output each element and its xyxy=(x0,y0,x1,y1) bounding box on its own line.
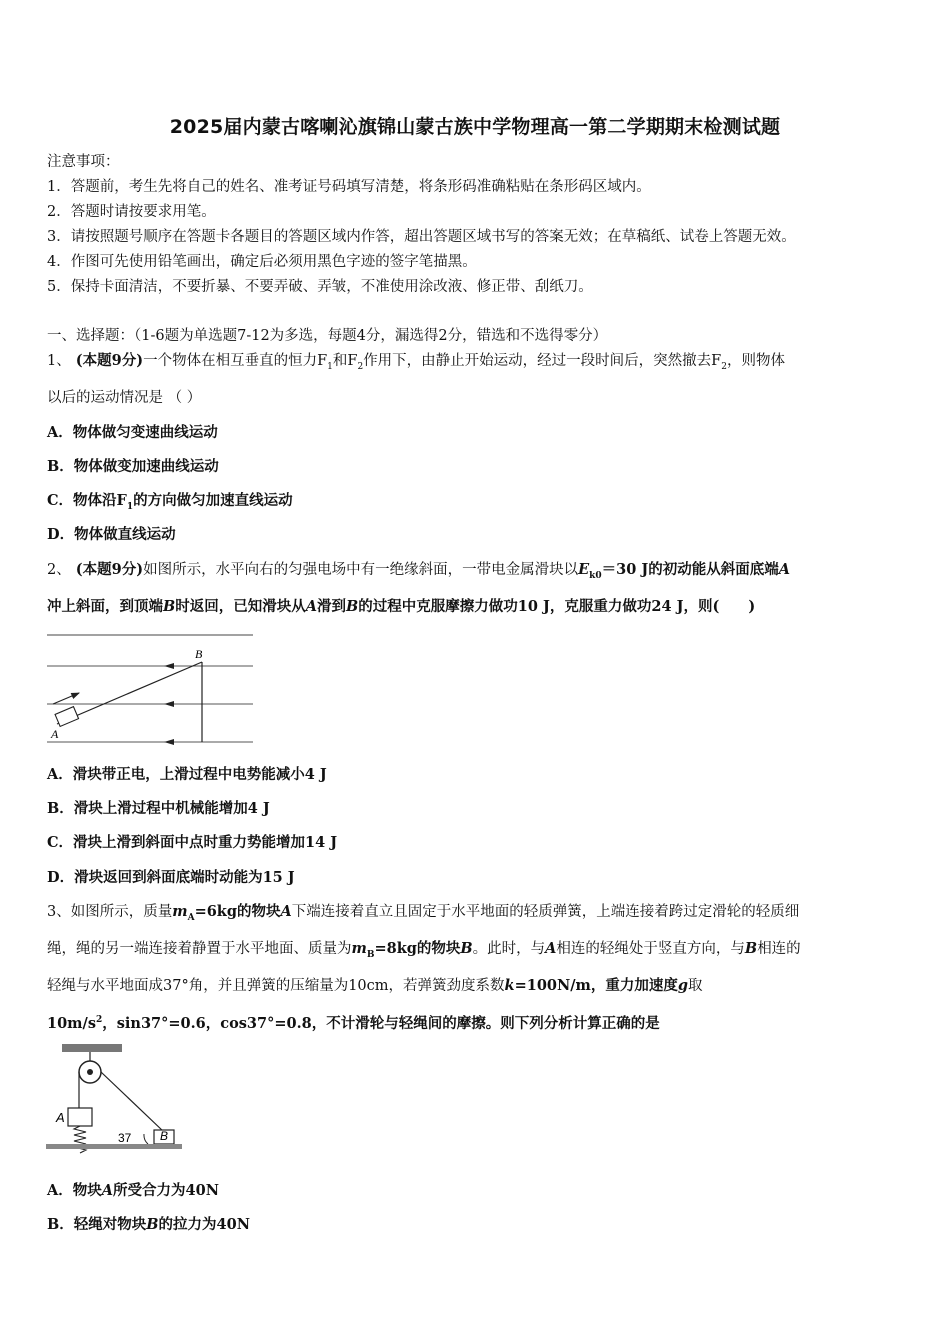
q1-option-b: B．物体做变加速曲线运动 xyxy=(47,458,219,475)
block-a-label: A xyxy=(56,1110,65,1125)
block-a xyxy=(68,1108,92,1126)
q1-option-d: D．物体做直线运动 xyxy=(47,526,176,543)
q1-option-a: A．物体做匀变速曲线运动 xyxy=(47,424,218,441)
question-2-stem: 2、 (本题9分)如图所示，水平向右的匀强电场中有一绝缘斜面，一带电金属滑块以$E_{k0}=30$ J的初动能从斜面底端A xyxy=(47,561,791,581)
slider-block xyxy=(55,707,78,727)
field-arrow-icon xyxy=(164,663,174,669)
q1-option-c: C．物体沿$F_1$的方向做匀加速直线运动 xyxy=(47,492,293,512)
rope-inclined xyxy=(101,1072,164,1132)
notice-item: 3．请按照题号顺序在答题卡各题目的答题区域内作答，超出答题区域书写的答案无效；在草稿纸、试卷上答题无效。 xyxy=(47,229,796,245)
angle-arc xyxy=(144,1134,148,1144)
notice-heading: 注意事项： xyxy=(47,154,120,170)
pulley-spring-figure xyxy=(44,1042,184,1168)
q2-option-a: A．滑块带正电，上滑过程中电势能减小4 J xyxy=(47,766,327,783)
question-3-stem: 3、如图所示，质量$m_A=6kg$的物块A下端连接着直立且固定于水平地面的轻质弹簧，上端连接着跨过定滑轮的轻质细 xyxy=(47,903,800,923)
block-b-label: B xyxy=(160,1129,169,1143)
q2-option-b: B．滑块上滑过程中机械能增加4 J xyxy=(47,800,270,817)
q2-option-c: C．滑块上滑到斜面中点时重力势能增加14 J xyxy=(47,834,338,851)
ground xyxy=(46,1144,182,1149)
field-arrow-icon xyxy=(164,701,174,707)
velocity-arrow-icon xyxy=(53,693,79,704)
pulley-axle xyxy=(87,1069,93,1075)
incline-electric-field-figure xyxy=(47,632,253,748)
q3-option-a: A．物块A所受合力为40N xyxy=(47,1182,219,1199)
question-1-stem-line2: 以后的运动情况是 （ ） xyxy=(47,390,202,406)
question-3-stem-line3: 轻绳与水平地面成37°角，并且弹簧的压缩量为10cm，若弹簧劲度系数k=100N/m，重力加速度g取 xyxy=(47,977,703,994)
page-title: 2025届内蒙古喀喇沁旗锦山蒙古族中学物理高一第二学期期末检测试题 xyxy=(169,116,781,138)
question-1-stem: 1、 (本题9分)一个物体在相互垂直的恒力$F_1$和$F_2$作用下，由静止开始运动，经过一段时间后，突然撤去$F_2$，则物体 xyxy=(47,352,785,372)
notice-item: 1．答题前，考生先将自己的姓名、准考证号码填写清楚，将条形码准确粘贴在条形码区域内。 xyxy=(47,179,651,195)
q2-option-d: D．滑块返回到斜面底端时动能为15 J xyxy=(47,869,295,886)
question-3-stem-line2: 绳，绳的另一端连接着静置于水平地面、质量为$m_B=8kg$的物块B。此时，与A相连的轻绳处于竖直方向，与B相连的 xyxy=(47,940,801,960)
angle-label: 37 xyxy=(118,1131,132,1145)
field-arrow-icon xyxy=(164,739,174,745)
question-2-stem-line2: 冲上斜面，到顶端B时返回，已知滑块从A滑到B的过程中克服摩擦力做功10 J，克服重力做功24 J，则( ) xyxy=(47,598,756,615)
notice-item: 2．答题时请按要求用笔。 xyxy=(47,204,216,220)
ceiling xyxy=(62,1044,122,1052)
notice-item: 4．作图可先使用铅笔画出，确定后必须用黑色字迹的签字笔描黑。 xyxy=(47,254,477,270)
section-heading: 一、选择题：（1-6题为单选题7-12为多选，每题4分，漏选得2分，错选和不选得零分） xyxy=(47,328,608,344)
notice-item: 5．保持卡面清洁，不要折暴、不要弄破、弄皱，不准使用涂改液、修正带、刮纸刀。 xyxy=(47,279,593,295)
question-3-stem-line4: $10m/s^2$，sin37°=0.6，cos37°=0.8，不计滑轮与轻绳间的摩擦。则下列分析计算正确的是 xyxy=(47,1015,660,1032)
point-b-label: B xyxy=(195,647,203,661)
q3-option-b: B．轻绳对物块B的拉力为40N xyxy=(47,1216,250,1233)
point-a-label: A xyxy=(51,727,59,741)
